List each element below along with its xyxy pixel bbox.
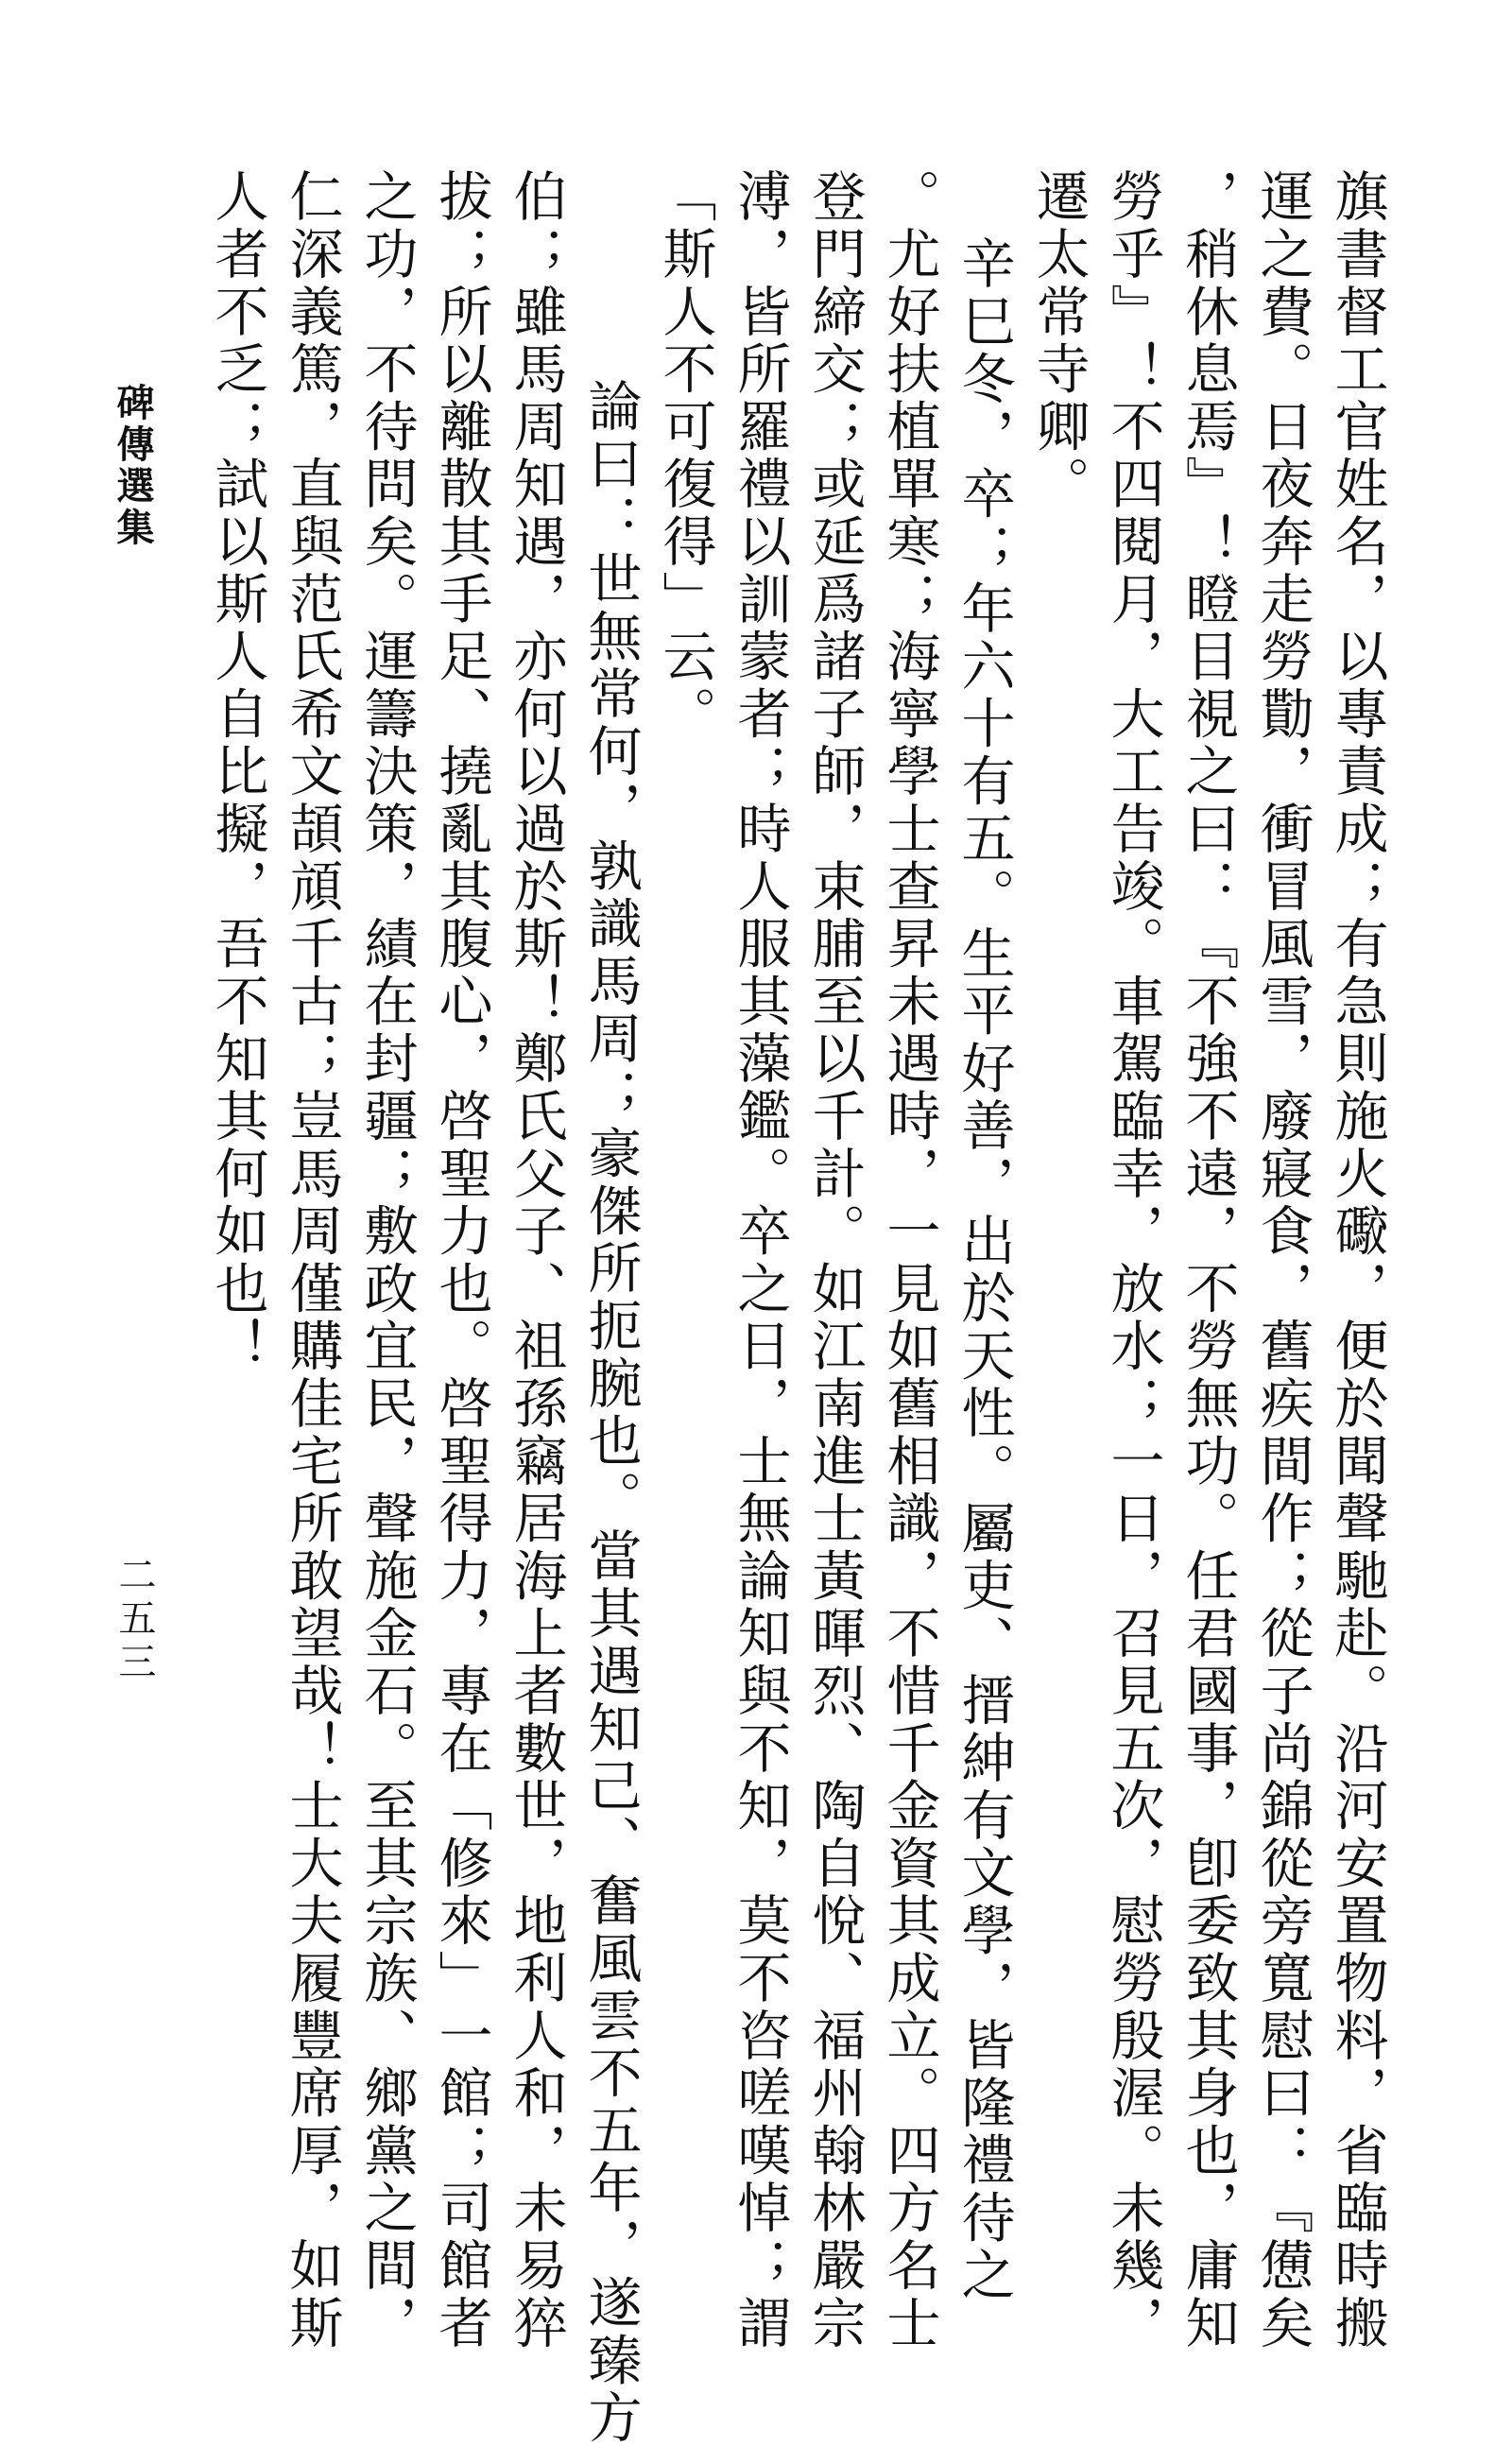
text-line-16: 人者不乏；試以斯人自比擬，吾不知其何如也！ — [206, 168, 268, 1375]
text-line-2: 運之費。日夜奔走勞勩，衝冒風雪，廢寢食，舊疾間作；從子尚錦從旁寬慰曰：『憊矣 — [1251, 168, 1314, 2352]
text-line-7: 。尤好扶植單寒；海寧學士查昇未遇時，一見如舊相識，不惜千金資其成立。四方名士 — [878, 168, 940, 2352]
text-line-14: 之功，不待問矣。運籌決策，績在封疆；敷政宜民，聲施金石。至其宗族、鄉黨之間， — [355, 168, 418, 2352]
page-number: 二五三 — [112, 1555, 156, 1685]
text-line-13: 拔；所以離散其手足、撓亂其腹心，啓聖力也。啓聖得力，專在「修來」一館；司館者 — [430, 168, 492, 2352]
text-line-5: 遷太常寺卿。 — [1027, 168, 1090, 513]
text-line-3: ，稍休息焉』！瞪目視之曰：『不強不遠，不勞無功。任君國事，卽委致其身也，庸知 — [1177, 168, 1239, 2352]
text-line-12: 伯；雖馬周知遇，亦何以過於斯！鄭氏父子、祖孫竊居海上者數世，地利人和，未易猝 — [505, 168, 567, 2352]
text-line-10: 「斯人不可復得」云。 — [654, 168, 716, 743]
book-title: 碑傳選集 — [111, 383, 155, 549]
main-text-block — [189, 168, 1394, 2447]
text-line-4: 勞乎』！不四閱月，大工告竣。車駕臨幸，放水；一日，召見五次，慰勞殷渥。未幾， — [1102, 168, 1164, 2352]
text-line-9: 溥，皆所羅禮以訓蒙者；時人服其藻鑑。卒之日，士無論知與不知，莫不咨嗟嘆悼；謂 — [729, 168, 791, 2352]
text-line-6: 辛巳冬，卒；年六十有五。生平好善，出於天性。屬吏、搢紳有文學，皆隆禮待之 — [953, 235, 1015, 2305]
text-line-15: 仁深義篤，直與范氏希文頡頏千古；豈馬周僅購佳宅所敢望哉！士大夫履豐席厚，如斯 — [281, 168, 343, 2352]
text-line-8: 登門締交；或延爲諸子師，束脯至以千計。如江南進士黃暉烈、陶自悅、福州翰林嚴宗 — [803, 168, 866, 2352]
text-line-11: 論曰：世無常何，孰識馬周；豪傑所扼腕也。當其遇知己、奮風雲不五年，遂臻方 — [579, 378, 642, 2447]
text-line-1: 旗書督工官姓名，以專責成；有急則施火礮，便於聞聲馳赴。沿河安置物料，省臨時搬 — [1326, 168, 1388, 2352]
